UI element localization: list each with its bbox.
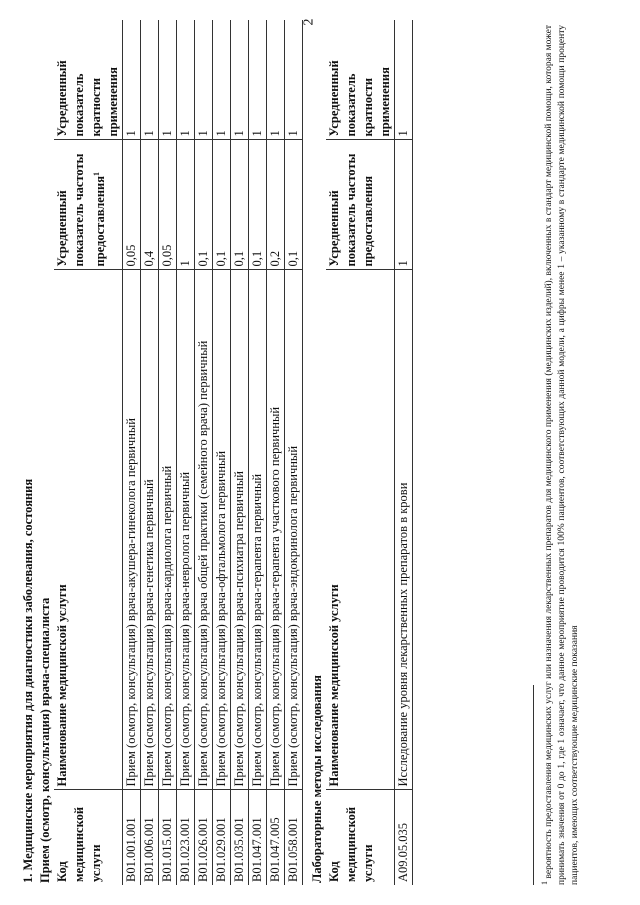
cell-name: Прием (осмотр, консультация) врача-психиатра первичный [231, 270, 249, 790]
footnote-marker: 1 [540, 881, 549, 885]
cell-name: Прием (осмотр, консультация) врача-невролога первичный [177, 270, 195, 790]
section-title: 1. Медицинские мероприятия для диагностики заболевания, состояния [21, 478, 35, 883]
section-subtitle: Прием (осмотр, консультация) врача-специалиста [38, 597, 52, 883]
cell-frequency: 0,05 [159, 140, 177, 270]
table-row [231, 20, 249, 885]
cell-code: A09.05.035 [395, 790, 413, 885]
header-multiplicity: Усредненный показатель кратности применения [54, 20, 123, 140]
cell-name: Прием (осмотр, консультация) врача-акушера-гинеколога первичный [123, 270, 141, 790]
cell-name: Прием (осмотр, консультация) врача-генетика первичный [141, 270, 159, 790]
lab-section-title: Лабораторные методы исследования [310, 675, 324, 883]
header-name: Наименование медицинской услуги [326, 270, 395, 790]
cell-multiplicity: 1 [285, 20, 303, 140]
cell-frequency: 0,1 [231, 140, 249, 270]
cell-name: Прием (осмотр, консультация) врача общей практики (семейного врача) первичный [195, 270, 213, 790]
cell-code: B01.047.005 [267, 790, 285, 885]
table-header-row [54, 20, 123, 885]
cell-frequency: 0,1 [285, 140, 303, 270]
table-row [195, 20, 213, 885]
table-row [141, 20, 159, 885]
cell-code: B01.001.001 [123, 790, 141, 885]
cell-multiplicity: 1 [249, 20, 267, 140]
cell-frequency: 0,05 [123, 140, 141, 270]
cell-frequency: 0,1 [195, 140, 213, 270]
cell-code: B01.006.001 [141, 790, 159, 885]
page-number: 2 [301, 18, 317, 26]
cell-frequency: 0,2 [267, 140, 285, 270]
cell-frequency: 1 [177, 140, 195, 270]
table-row [267, 20, 285, 885]
table-row [177, 20, 195, 885]
cell-name: Прием (осмотр, консультация) врача-эндокринолога первичный [285, 270, 303, 790]
footnote [538, 25, 582, 885]
cell-multiplicity: 1 [195, 20, 213, 140]
consultations-table [54, 20, 303, 885]
cell-name: Прием (осмотр, консультация) врача-терапевта участкового первичный [267, 270, 285, 790]
table-row [249, 20, 267, 885]
footnote-separator [533, 685, 534, 885]
cell-name: Прием (осмотр, консультация) врача-офтальмолога первичный [213, 270, 231, 790]
table-row [123, 20, 141, 885]
table-row [159, 20, 177, 885]
cell-frequency: 0,1 [213, 140, 231, 270]
rotated-content [20, 20, 580, 885]
cell-name: Исследование уровня лекарственных препаратов в крови [395, 270, 413, 790]
cell-name: Прием (осмотр, консультация) врача-кардиолога первичный [159, 270, 177, 790]
header-frequency-text: Усредненный показатель частоты предоставления [55, 153, 108, 267]
cell-frequency: 0,1 [249, 140, 267, 270]
cell-code: B01.023.001 [177, 790, 195, 885]
table-row [213, 20, 231, 885]
header-frequency: Усредненный показатель частоты предоставления [326, 140, 395, 270]
header-code: Код медицинской услуги [326, 790, 395, 885]
footnote-text: вероятность предоставления медицинских услуг или назначения лекарственных препаратов для медицинского применения (медицинских изделий), включенных в стандарт медицинской помощи, которая может принимать значения от 0 до 1, где 1 означает, что данное мероприятие проводится 100% пациентов, соответствующих данной модели, а цифры менее 1 – указанному в стандарте медицинской помощи проценту пациентов, имеющих соответствующие медицинские показания [544, 24, 581, 885]
cell-code: B01.047.001 [249, 790, 267, 885]
cell-frequency: 0,4 [141, 140, 159, 270]
cell-multiplicity: 1 [267, 20, 285, 140]
cell-multiplicity: 1 [213, 20, 231, 140]
cell-code: B01.026.001 [195, 790, 213, 885]
lab-table [326, 20, 413, 885]
table-header-row [326, 20, 395, 885]
footnote-ref: 1 [92, 171, 101, 176]
cell-multiplicity: 1 [231, 20, 249, 140]
cell-code: B01.035.001 [231, 790, 249, 885]
cell-code: B01.029.001 [213, 790, 231, 885]
cell-multiplicity: 1 [123, 20, 141, 140]
cell-code: B01.015.001 [159, 790, 177, 885]
header-multiplicity: Усредненный показатель кратности применения [326, 20, 395, 140]
cell-multiplicity: 1 [395, 20, 413, 140]
cell-frequency: 1 [395, 140, 413, 270]
cell-multiplicity: 1 [141, 20, 159, 140]
header-frequency [54, 140, 123, 270]
header-code: Код медицинской услуги [54, 790, 123, 885]
header-name: Наименование медицинской услуги [54, 270, 123, 790]
table-row [395, 20, 413, 885]
cell-multiplicity: 1 [159, 20, 177, 140]
cell-multiplicity: 1 [177, 20, 195, 140]
cell-name: Прием (осмотр, консультация) врача-терапевта первичный [249, 270, 267, 790]
cell-code: B01.058.001 [285, 790, 303, 885]
table-row [285, 20, 303, 885]
